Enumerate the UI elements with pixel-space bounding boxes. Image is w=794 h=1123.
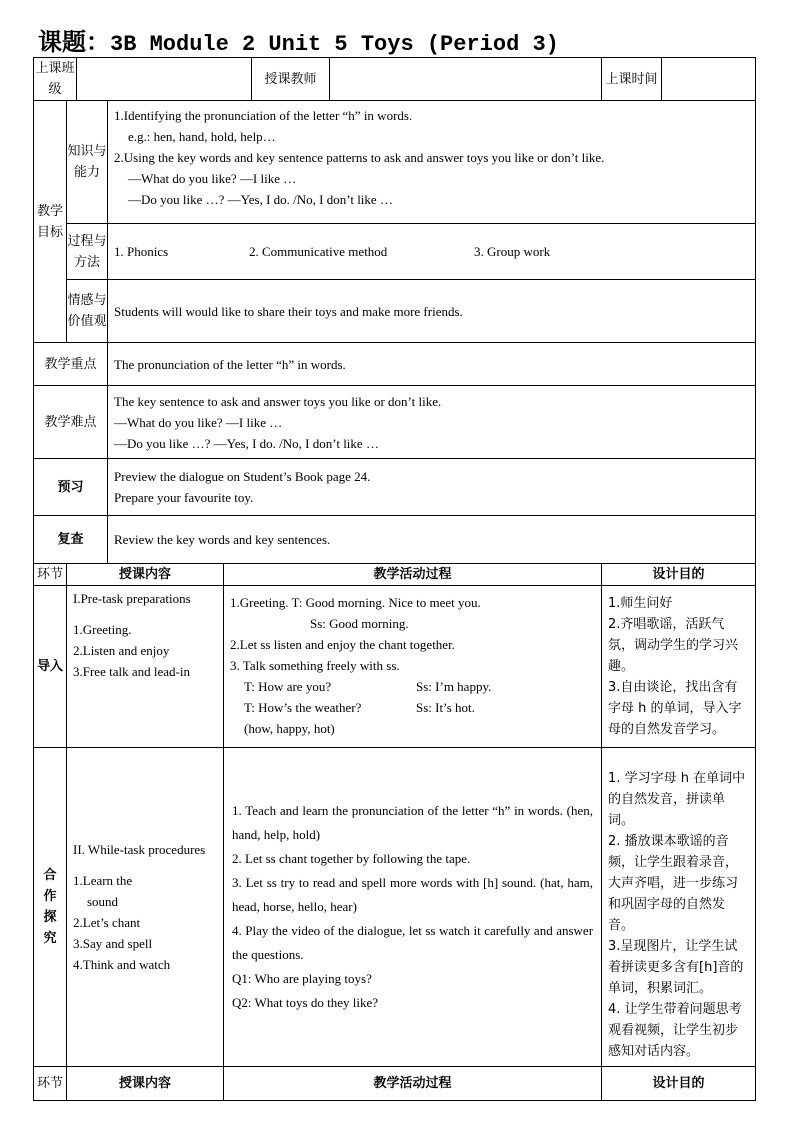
columns-header-row xyxy=(34,564,756,586)
col-purpose-2: 设计目的 xyxy=(602,1067,756,1101)
columns-header-row-2 xyxy=(34,1067,756,1101)
title-text: 3B Module 2 Unit 5 Toys (Period 3) xyxy=(110,32,559,57)
preview-text: Preview the dialogue on Student’s Book page 24. Prepare your favourite toy. xyxy=(108,459,756,516)
knowledge-text: 1.Identifying the pronunciation of the letter “h” in words. e.g.: hen, hand, hold, help… 2.Using the key words and key sentence patterns to ask and answer toys you like or don’t like. —What do you like? —I like … —Do you like …? —Yes, I do. /No, I don’t like … xyxy=(108,101,756,224)
key-points-label: 教学重点 xyxy=(34,343,108,386)
lead-in-purpose: 1.师生问好 2.齐唱歌谣，活跃气氛，调动学生的学习兴趣。 3.自由谈论，找出含有字母 h 的单词，导入字母的自然发音学习。 xyxy=(602,586,756,748)
review-text: Review the key words and key sentences. xyxy=(108,516,756,564)
cooperation-label: 合 作 探 究 xyxy=(34,748,67,1067)
knowledge-label: 知识与能力 xyxy=(67,101,108,224)
col-stage-2: 环节 xyxy=(34,1067,67,1101)
process-label: 过程与方法 xyxy=(67,224,108,280)
lead-in-process: 1.Greeting. T: Good morning. Nice to meet you. Ss: Good morning. 2.Let ss listen and enjoy the chant together. 3. Talk something freely with ss. T: How are you? Ss: I’m happy. T: How’s the weather? Ss: It’s hot. (how, happy, hot) xyxy=(224,586,602,748)
col-stage: 环节 xyxy=(34,564,67,586)
lead-in-content: I.Pre-task preparations 1.Greeting. 2.Listen and enjoy 3.Free talk and lead-in xyxy=(67,586,224,748)
process-methods: 1. Phonics 2. Communicative method 3. Group work xyxy=(108,224,756,280)
objectives-label: 教学目标 xyxy=(34,101,67,343)
objective-process-row xyxy=(34,224,756,280)
lesson-plan-table xyxy=(33,57,756,1101)
key-points-text: The pronunciation of the letter “h” in words. xyxy=(108,343,756,386)
teacher-value[interactable] xyxy=(330,58,602,101)
difficulties-text: The key sentence to ask and answer toys you like or don’t like. —What do you like? —I like … —Do you like …? —Yes, I do. /No, I don’t like … xyxy=(108,386,756,459)
cooperation-purpose: 1. 学习字母 h 在单词中的自然发音，拼读单词。 2. 播放课本歌谣的音频，让学生跟着录音，大声齐唱，进一步练习和巩固字母的自然发音。 3.呈现图片，让学生试着拼读更多含有[h]音的单词，积累词汇。 4. 让学生带着问题思考观看视频，让学生初步感知对话内容。 xyxy=(602,748,756,1067)
cooperation-process: 1. Teach and learn the pronunciation of the letter “h” in words. (hen, hand, help, hold) 2. Let ss chant together by following the tape. 3. Let ss try to read and spell more words with [h] sound. (hat, ham, head, horse, hello, hear) 4. Play the video of the dialogue, let ss watch it carefully and answer the questions. Q1: Who are playing toys? Q2: What toys do they like? xyxy=(224,748,602,1067)
lesson-title xyxy=(38,22,559,56)
objective-knowledge-row xyxy=(34,101,756,224)
key-points-row xyxy=(34,343,756,386)
review-label: 复查 xyxy=(34,516,108,564)
review-row xyxy=(34,516,756,564)
preview-row xyxy=(34,459,756,516)
class-label: 上课班级 xyxy=(34,58,77,101)
cooperation-content: II. While-task procedures 1.Learn the sound 2.Let’s chant 3.Say and spell 4.Think and watch xyxy=(67,748,224,1067)
info-row xyxy=(34,58,756,101)
cooperation-row xyxy=(34,748,756,1067)
time-label: 上课时间 xyxy=(602,58,662,101)
col-purpose: 设计目的 xyxy=(602,564,756,586)
difficulties-row xyxy=(34,386,756,459)
lead-in-row xyxy=(34,586,756,748)
col-process: 教学活动过程 xyxy=(224,564,602,586)
lead-in-label: 导入 xyxy=(34,586,67,748)
emotion-label: 情感与价值观 xyxy=(67,280,108,343)
teacher-label: 授课教师 xyxy=(252,58,330,101)
col-content-2: 授课内容 xyxy=(67,1067,224,1101)
col-content: 授课内容 xyxy=(67,564,224,586)
class-value[interactable] xyxy=(77,58,252,101)
preview-label: 预习 xyxy=(34,459,108,516)
objective-emotion-row xyxy=(34,280,756,343)
emotion-text: Students will would like to share their toys and make more friends. xyxy=(108,280,756,343)
col-process-2: 教学活动过程 xyxy=(224,1067,602,1101)
difficulties-label: 教学难点 xyxy=(34,386,108,459)
title-prefix: 课题： xyxy=(38,28,110,56)
time-value[interactable] xyxy=(662,58,756,101)
